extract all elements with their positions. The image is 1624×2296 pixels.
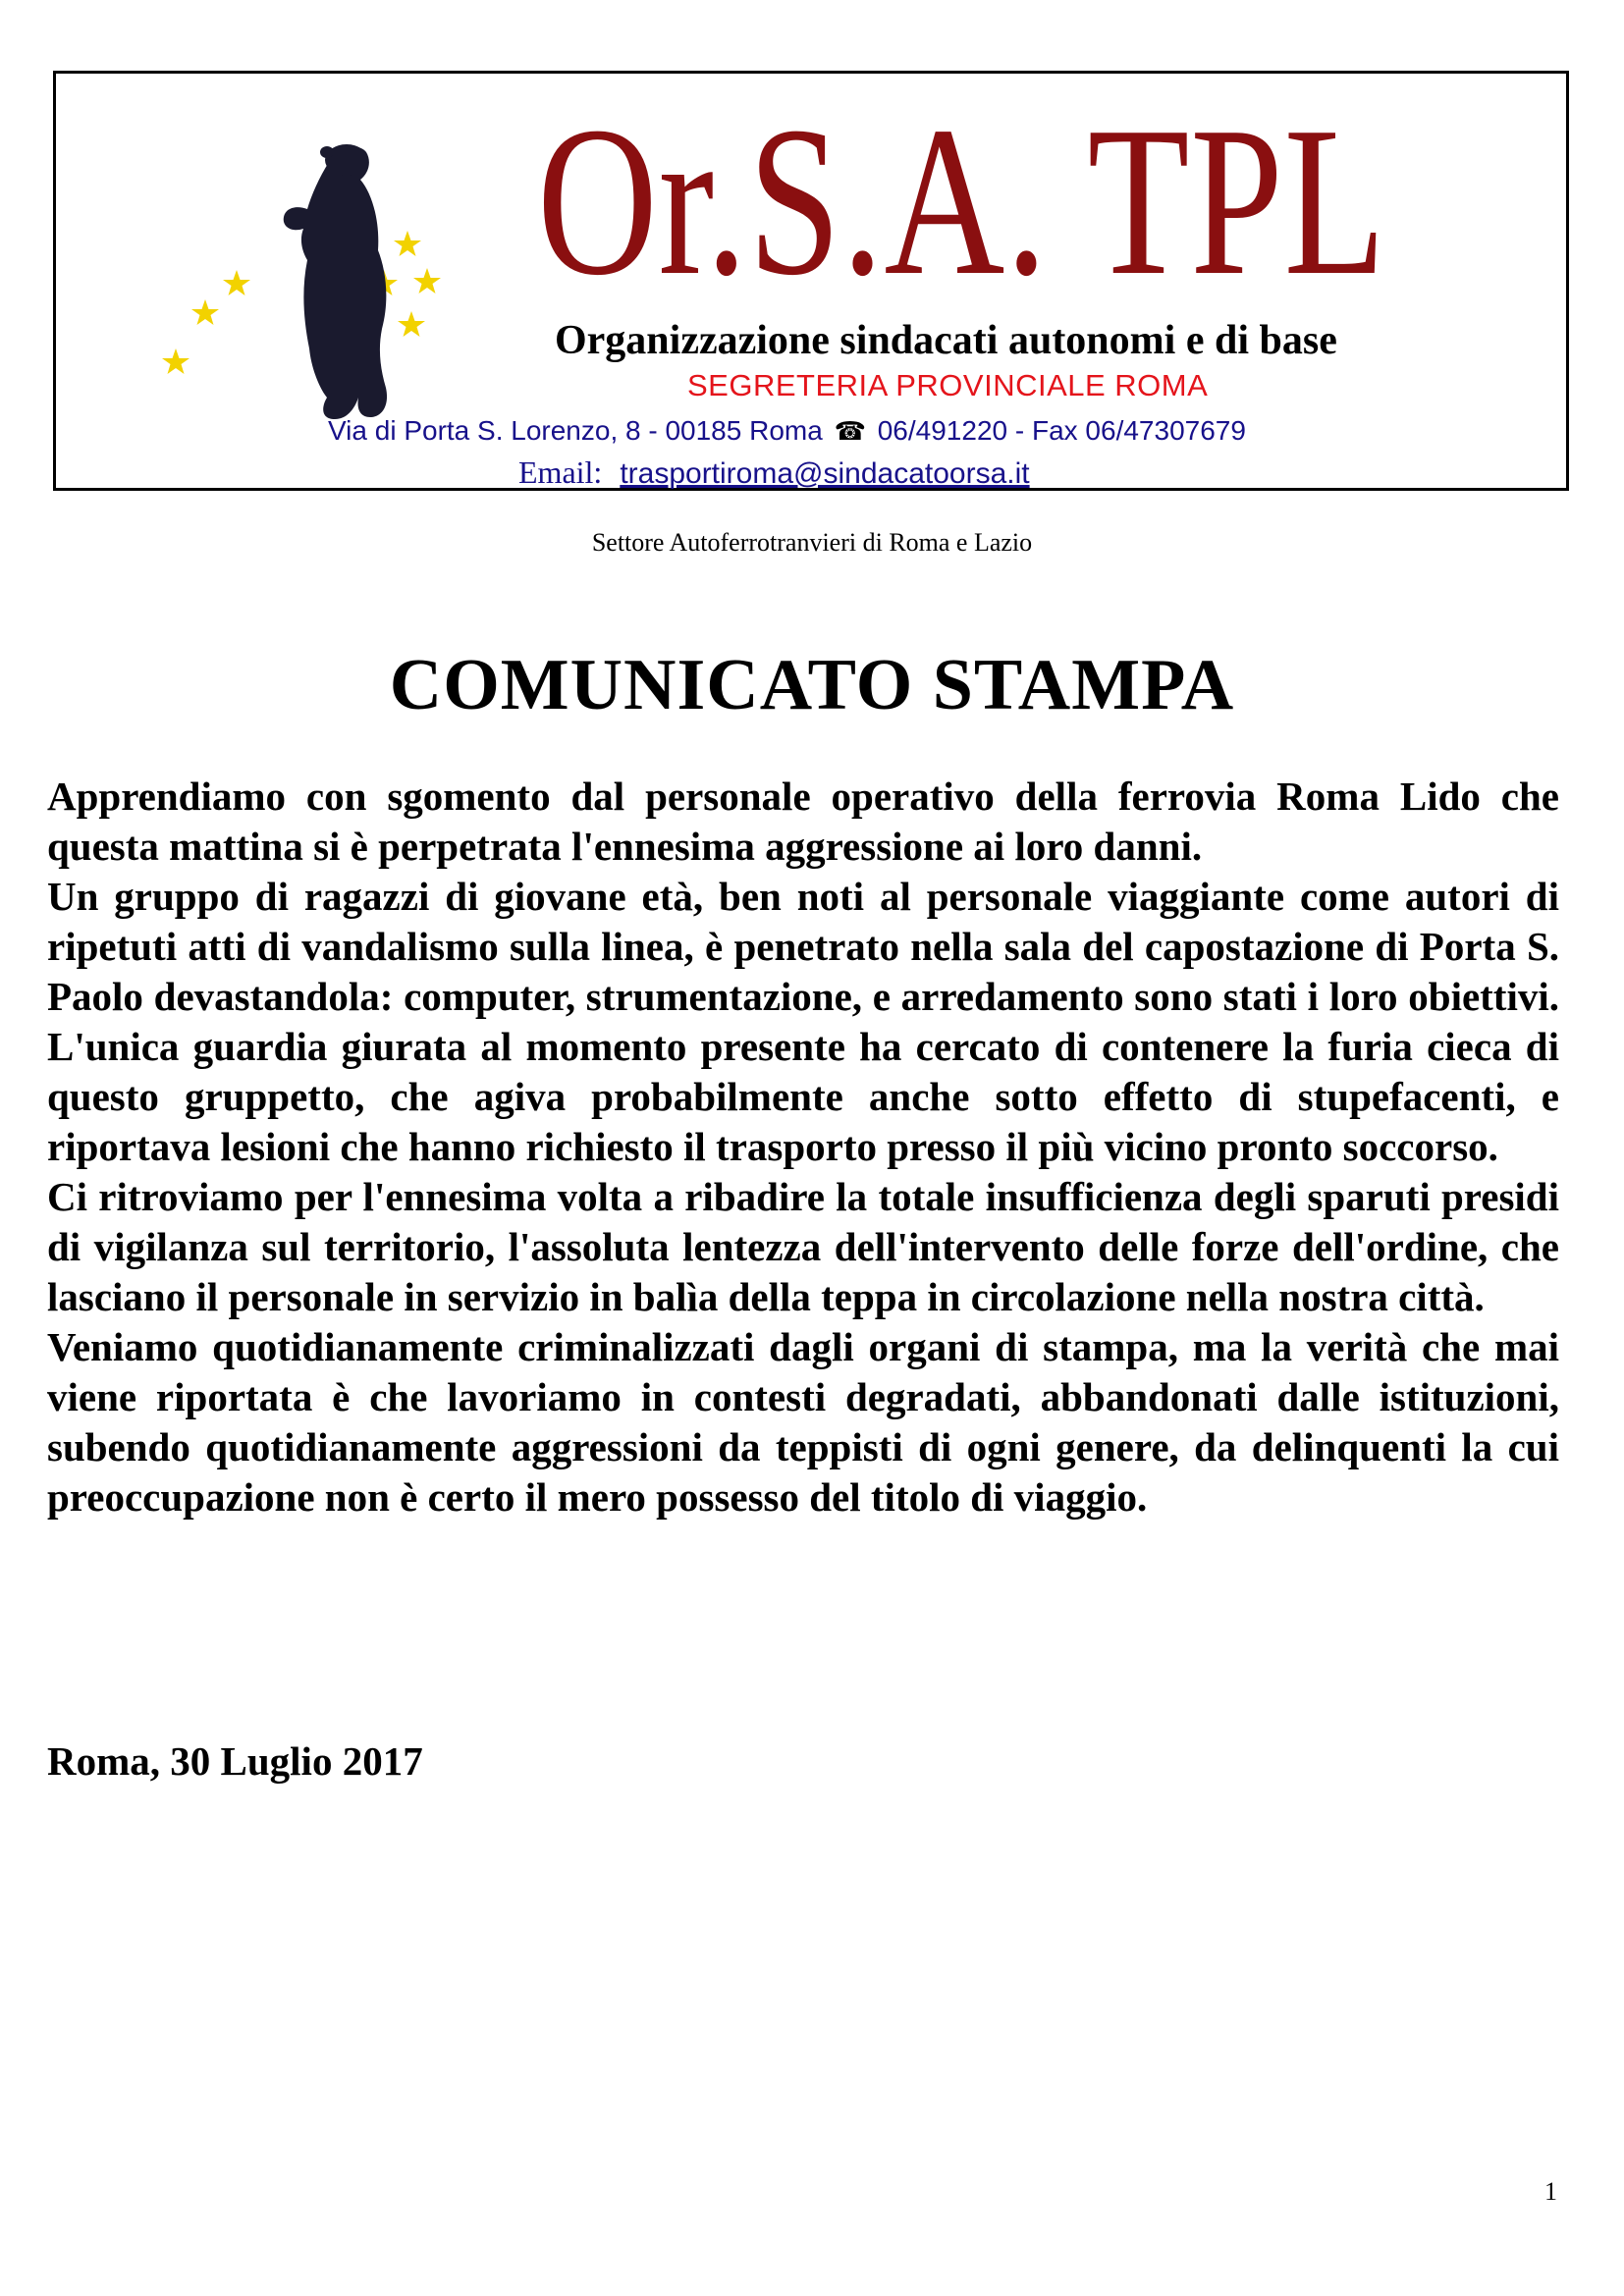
contact-address-line [328, 415, 1246, 447]
body-paragraph: Veniamo quotidianamente criminalizzati dagli organi di stampa, ma la verità che mai viene riportata è che lavoriamo in contesti degradati, abbandonati dalle istituzioni, subendo quotidianamente aggressioni da teppisti di ogni genere, da delinquenti la cui preoccupazione non è certo il mero possesso del titolo di viaggio. [47, 1324, 1559, 1520]
sector-subtitle: Settore Autoferrotranvieri di Roma e Lazio [591, 528, 1033, 557]
press-release-body [47, 772, 1559, 1522]
page-title: COMUNICATO STAMPA [389, 645, 1235, 725]
body-paragraph: Apprendiamo con sgomento dal personale operativo della ferrovia Roma Lido che questa mattina si è perpetrata l'ennesima aggressione ai loro danni. [47, 774, 1559, 869]
star-icon [394, 231, 421, 256]
page-number: 1 [1544, 2177, 1557, 2206]
phone-fax-text: 06/491220 - Fax 06/47307679 [877, 415, 1246, 446]
email-label: Email: [518, 454, 603, 490]
star-icon [162, 348, 189, 374]
body-paragraph: Un gruppo di ragazzi di giovane età, ben noti al personale viaggiante come autori di ripetuti atti di vandalismo sulla linea, è penetrato nella sala del capostazione di Porta S. Paolo devastandola: computer, strumentazione, e arredamento sono stati i loro obiettivi. L'unica guardia giurata al momento presente ha cercato di contenere la furia cieca di questo gruppetto, che agiva probabilmente anche sotto effetto di stupefacenti, e riportava lesioni che hanno richiesto il trasporto presso il più vicino pronto soccorso. [47, 874, 1559, 1169]
body-paragraph: Ci ritroviamo per l'ennesima volta a ribadire la totale insufficienza degli sparuti presidi di vigilanza sul territorio, l'assoluta lentezza dell'intervento delle forze dell'ordine, che lasciano il personale in servizio in balìa della teppa in circolazione nella nostra città. [47, 1174, 1559, 1319]
segreteria-label: SEGRETERIA PROVINCIALE ROMA [687, 368, 1209, 402]
star-icon [223, 270, 250, 295]
star-icon [398, 311, 425, 337]
address-text: Via di Porta S. Lorenzo, 8 - 00185 Roma [328, 415, 823, 446]
star-icon [191, 299, 219, 325]
star-icon [413, 268, 441, 294]
email-link[interactable]: trasportiroma@sindacatoorsa.it [620, 457, 1030, 490]
date-line: Roma, 30 Luglio 2017 [47, 1738, 423, 1784]
bear-icon [284, 144, 387, 419]
organization-name: Organizzazione sindacati autonomi e di base [555, 318, 1337, 363]
email-line [518, 454, 1030, 491]
telephone-icon: ☎ [834, 416, 866, 446]
brand-title: Or.S.A. TPL [537, 83, 1387, 320]
letterhead [53, 71, 1569, 491]
